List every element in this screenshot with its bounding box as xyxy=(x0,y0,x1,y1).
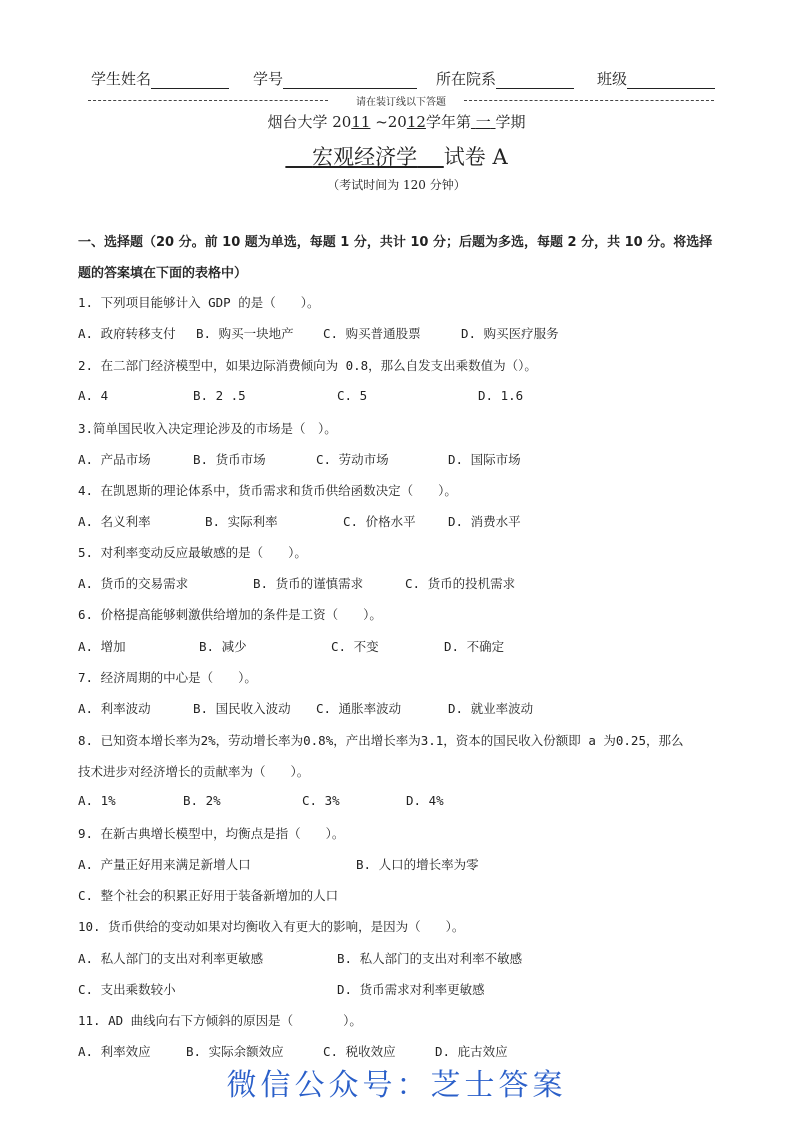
answer-option[interactable]: B. 减少 xyxy=(199,639,247,654)
year-separator: ~20 xyxy=(375,113,407,131)
answer-option[interactable]: A. 4 xyxy=(78,388,109,403)
answer-option[interactable]: A. 1% xyxy=(78,793,116,808)
paper-label: 试卷 A xyxy=(443,145,508,169)
answer-option[interactable]: B. 2 .5 xyxy=(193,388,246,403)
question-text: 1. 下列项目能够计入 GDP 的是（ ）。 xyxy=(78,295,320,310)
answer-option[interactable]: A. 货币的交易需求 xyxy=(78,576,189,591)
answer-option[interactable]: D. 不确定 xyxy=(444,639,505,654)
answer-option[interactable]: B. 实际余额效应 xyxy=(186,1044,284,1059)
answer-option[interactable]: D. 国际市场 xyxy=(448,452,521,467)
answer-option[interactable]: A. 利率效应 xyxy=(78,1044,151,1059)
watermark: 微信公众号：芝士答案 xyxy=(226,1068,567,1103)
answer-option[interactable]: B. 私人部门的支出对利率不敏感 xyxy=(337,951,523,966)
question-text: 9. 在新古典增长模型中，均衡点是指（ ）。 xyxy=(78,826,345,841)
answer-option[interactable]: B. 2% xyxy=(183,793,221,808)
answer-option[interactable]: C. 不变 xyxy=(331,639,379,654)
answer-option[interactable]: A. 利率波动 xyxy=(78,701,151,716)
answer-option[interactable]: C. 通胀率波动 xyxy=(316,701,402,716)
question-text-cont: 技术进步对经济增长的贡献率为（ ）。 xyxy=(78,764,310,779)
question-text: 4. 在凯恩斯的理论体系中，货币需求和货币供给函数决定（ ）。 xyxy=(78,483,457,498)
answer-option[interactable]: C. 3% xyxy=(302,793,340,808)
question-text: 10. 货币供给的变动如果对均衡收入有更大的影响，是因为（ ）。 xyxy=(78,919,465,934)
answer-option[interactable]: D. 就业率波动 xyxy=(448,701,534,716)
exam-title xyxy=(0,141,793,171)
student-id-label: 学号 xyxy=(253,70,284,88)
student-id-blank[interactable] xyxy=(283,72,417,89)
answer-option[interactable]: C. 价格水平 xyxy=(343,514,416,529)
question-text: 11. AD 曲线向右下方倾斜的原因是（ ）。 xyxy=(78,1013,362,1028)
answer-option[interactable]: D. 消费水平 xyxy=(448,514,521,529)
class-label: 班级 xyxy=(597,70,628,88)
term-number: 一 xyxy=(475,113,491,131)
answer-option[interactable]: B. 国民收入波动 xyxy=(193,701,291,716)
answer-option[interactable]: B. 实际利率 xyxy=(205,514,278,529)
answer-option[interactable]: C. 整个社会的积累正好用于装备新增加的人口 xyxy=(78,888,339,903)
student-id-field[interactable] xyxy=(253,68,417,89)
answer-option[interactable]: C. 税收效应 xyxy=(323,1044,396,1059)
dashed-line-right xyxy=(464,100,714,101)
question-text: 2. 在二部门经济模型中，如果边际消费倾向为 0.8，那么自发支出乘数值为（）。 xyxy=(78,358,537,373)
section-heading-cont: 题的答案填在下面的表格中） xyxy=(78,266,248,281)
answer-option[interactable]: D. 货币需求对利率更敏感 xyxy=(337,982,485,997)
department-label: 所在院系 xyxy=(436,70,497,88)
question-text: 3.简单国民收入决定理论涉及的市场是（ ）。 xyxy=(78,421,337,436)
term-suffix: 学期 xyxy=(495,113,526,131)
answer-option[interactable]: A. 私人部门的支出对利率更敏感 xyxy=(78,951,264,966)
answer-option[interactable]: C. 货币的投机需求 xyxy=(405,576,516,591)
department-blank[interactable] xyxy=(496,72,574,89)
student-name-blank[interactable] xyxy=(151,72,229,89)
exam-term xyxy=(0,111,793,132)
course-name: 宏观经济学 xyxy=(312,145,418,169)
answer-option[interactable]: A. 产量正好用来满足新增人口 xyxy=(78,857,251,872)
student-name-label: 学生姓名 xyxy=(91,70,152,88)
answer-option[interactable]: C. 购买普通股票 xyxy=(323,326,421,341)
answer-option[interactable]: B. 购买一块地产 xyxy=(196,326,294,341)
dashed-line-left xyxy=(88,100,328,101)
question-text: 7. 经济周期的中心是（ ）。 xyxy=(78,670,257,685)
end-year: 12 xyxy=(406,113,426,131)
question-text: 6. 价格提高能够刺激供给增加的条件是工资（ ）。 xyxy=(78,607,382,622)
answer-option[interactable]: D. 庇古效应 xyxy=(435,1044,508,1059)
answer-option[interactable]: C. 支出乘数较小 xyxy=(78,982,176,997)
answer-option[interactable]: A. 政府转移支付 xyxy=(78,326,176,341)
binding-line-text: 请在装订线以下答题 xyxy=(356,97,446,108)
answer-option[interactable]: C. 劳动市场 xyxy=(316,452,389,467)
question-text: 8. 已知资本增长率为2%，劳动增长率为0.8%，产出增长率为3.1，资本的国民收入份额即 a 为0.25，那么 xyxy=(78,733,684,748)
answer-option[interactable]: B. 货币市场 xyxy=(193,452,266,467)
answer-option[interactable]: D. 4% xyxy=(406,793,444,808)
binding-line xyxy=(88,93,714,108)
answer-option[interactable]: C. 5 xyxy=(337,388,368,403)
department-field[interactable] xyxy=(436,68,574,89)
answer-option[interactable]: D. 1.6 xyxy=(478,388,524,403)
answer-option[interactable]: A. 增加 xyxy=(78,639,126,654)
answer-option[interactable]: D. 购买医疗服务 xyxy=(461,326,559,341)
year-suffix: 学年第 xyxy=(425,113,471,131)
question-text: 5. 对利率变动反应最敏感的是（ ）。 xyxy=(78,545,307,560)
answer-option[interactable]: B. 人口的增长率为零 xyxy=(356,857,479,872)
student-name-field[interactable] xyxy=(91,68,229,89)
exam-duration: （考试时间为 120 分钟） xyxy=(327,178,466,192)
class-blank[interactable] xyxy=(627,72,715,89)
school-name: 烟台大学 20 xyxy=(267,113,352,131)
answer-option[interactable]: A. 名义利率 xyxy=(78,514,151,529)
answer-option[interactable]: B. 货币的谨慎需求 xyxy=(253,576,364,591)
class-field[interactable] xyxy=(597,68,715,89)
start-year: 11 xyxy=(351,113,371,131)
answer-option[interactable]: A. 产品市场 xyxy=(78,452,151,467)
section-heading: 一、选择题（20 分。前 10 题为单选，每题 1 分，共计 10 分；后题为多选，每题 2 分，共 10 分。将选择 xyxy=(78,235,713,250)
